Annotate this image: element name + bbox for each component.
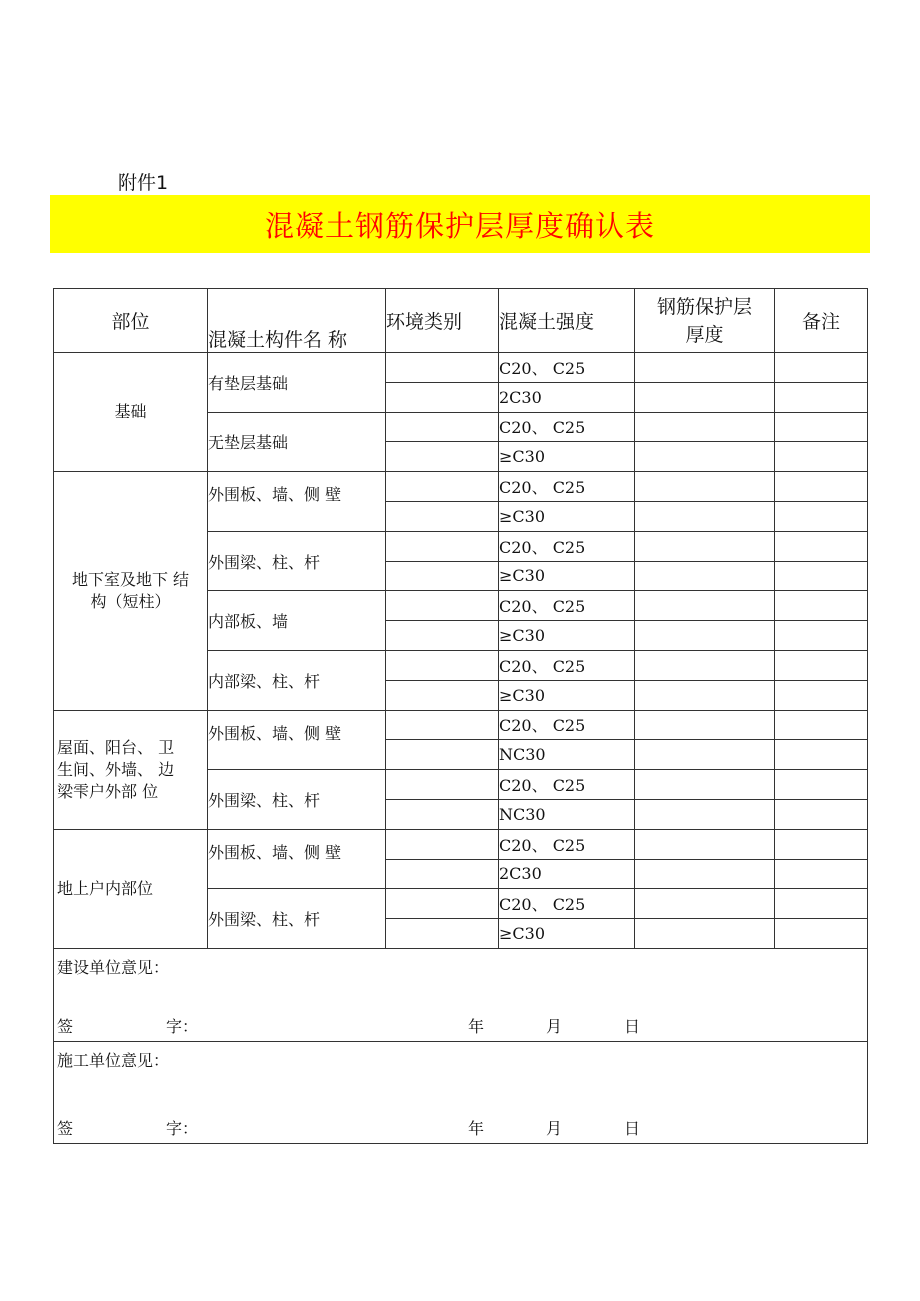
remarks-cell[interactable] [775, 859, 868, 889]
owner-year-label: 年 [468, 1016, 485, 1036]
environment-cell[interactable] [386, 770, 499, 800]
strength-cell: ≥C30 [499, 621, 635, 651]
strength-cell: C20、 C25 [499, 353, 635, 383]
remarks-cell[interactable] [775, 442, 868, 472]
thickness-cell[interactable] [635, 740, 775, 770]
thickness-cell[interactable] [635, 591, 775, 621]
thickness-cell[interactable] [635, 919, 775, 949]
remarks-cell[interactable] [775, 353, 868, 383]
part-line: 屋面、阳台、 卫 [57, 737, 175, 757]
confirmation-table [53, 288, 868, 1144]
thickness-cell[interactable] [635, 650, 775, 680]
strength-cell: C20、 C25 [499, 650, 635, 680]
part-line: 生间、外墙、 边 [57, 759, 175, 779]
strength-cell: ≥C30 [499, 919, 635, 949]
thickness-cell[interactable] [635, 829, 775, 859]
remarks-cell[interactable] [775, 799, 868, 829]
component-cell: 外围板、墙、侧 壁 [208, 472, 386, 532]
component-cell: 外围梁、柱、杆 [208, 531, 386, 591]
environment-cell[interactable] [386, 382, 499, 412]
strength-cell: C20、 C25 [499, 412, 635, 442]
component-cell: 内部梁、柱、杆 [208, 650, 386, 710]
strength-cell: 2C30 [499, 382, 635, 412]
contractor-opinion-cell[interactable] [54, 1041, 868, 1143]
strength-cell: 2C30 [499, 859, 635, 889]
table-row [54, 353, 868, 383]
thickness-cell[interactable] [635, 561, 775, 591]
environment-cell[interactable] [386, 501, 499, 531]
component-cell: 外围梁、柱、杆 [208, 889, 386, 949]
thickness-cell[interactable] [635, 501, 775, 531]
component-cell: 无垫层基础 [208, 412, 386, 472]
part-line: 构（短柱） [90, 591, 171, 611]
contractor-opinion-label: 施工单位意见： [57, 1050, 170, 1070]
remarks-cell[interactable] [775, 889, 868, 919]
environment-cell[interactable] [386, 472, 499, 502]
strength-cell: ≥C30 [499, 442, 635, 472]
thickness-cell[interactable] [635, 859, 775, 889]
header-environment: 环境类别 [386, 289, 499, 353]
component-cell: 外围板、墙、侧 壁 [208, 829, 386, 889]
environment-cell[interactable] [386, 889, 499, 919]
header-strength: 混凝土强度 [499, 289, 635, 353]
component-cell: 外围板、墙、侧 壁 [208, 710, 386, 770]
environment-cell[interactable] [386, 621, 499, 651]
strength-cell: C20、 C25 [499, 591, 635, 621]
page-title: 混凝土钢筋保护层厚度确认表 [264, 208, 655, 243]
header-thickness-line1: 钢筋保护层 [656, 295, 752, 318]
thickness-cell[interactable] [635, 770, 775, 800]
remarks-cell[interactable] [775, 680, 868, 710]
strength-cell: NC30 [499, 740, 635, 770]
thickness-cell[interactable] [635, 680, 775, 710]
header-component: 混凝土构件名 称 [208, 289, 386, 353]
table-row [54, 710, 868, 740]
thickness-cell[interactable] [635, 621, 775, 651]
strength-cell: C20、 C25 [499, 531, 635, 561]
strength-cell: ≥C30 [499, 501, 635, 531]
strength-cell: ≥C30 [499, 680, 635, 710]
environment-cell[interactable] [386, 353, 499, 383]
contractor-day-label: 日 [624, 1118, 641, 1138]
contractor-sign-label-zi: 字： [166, 1118, 199, 1138]
strength-cell: NC30 [499, 799, 635, 829]
owner-opinion-label: 建设单位意见： [57, 957, 170, 977]
component-cell: 外围梁、柱、杆 [208, 770, 386, 830]
thickness-cell[interactable] [635, 531, 775, 561]
header-part: 部位 [54, 289, 208, 353]
strength-cell: ≥C30 [499, 561, 635, 591]
environment-cell[interactable] [386, 740, 499, 770]
environment-cell[interactable] [386, 680, 499, 710]
header-remarks: 备注 [775, 289, 868, 353]
strength-cell: C20、 C25 [499, 770, 635, 800]
part-cell [54, 472, 208, 710]
environment-cell[interactable] [386, 650, 499, 680]
remarks-cell[interactable] [775, 770, 868, 800]
part-cell [54, 710, 208, 829]
environment-cell[interactable] [386, 442, 499, 472]
owner-sign-label-zi: 字： [166, 1016, 199, 1036]
environment-cell[interactable] [386, 710, 499, 740]
owner-month-label: 月 [546, 1016, 563, 1036]
owner-sign-label: 签 [57, 1016, 74, 1036]
environment-cell[interactable] [386, 531, 499, 561]
component-cell: 有垫层基础 [208, 353, 386, 413]
thickness-cell[interactable] [635, 353, 775, 383]
thickness-cell[interactable] [635, 799, 775, 829]
strength-cell: C20、 C25 [499, 829, 635, 859]
contractor-sign-label: 签 [57, 1118, 74, 1138]
strength-cell: C20、 C25 [499, 710, 635, 740]
remarks-cell[interactable] [775, 650, 868, 680]
environment-cell[interactable] [386, 561, 499, 591]
thickness-cell[interactable] [635, 472, 775, 502]
remarks-cell[interactable] [775, 919, 868, 949]
part-cell: 地上户内部位 [54, 829, 208, 948]
remarks-cell[interactable] [775, 382, 868, 412]
attachment-label: 附件1 [118, 172, 169, 194]
remarks-cell[interactable] [775, 591, 868, 621]
part-cell: 基础 [54, 353, 208, 472]
environment-cell[interactable] [386, 859, 499, 889]
thickness-cell[interactable] [635, 382, 775, 412]
strength-cell: C20、 C25 [499, 472, 635, 502]
remarks-cell[interactable] [775, 531, 868, 561]
table-row [54, 472, 868, 502]
remarks-cell[interactable] [775, 740, 868, 770]
component-cell: 内部板、墙 [208, 591, 386, 651]
thickness-cell[interactable] [635, 412, 775, 442]
strength-cell: C20、 C25 [499, 889, 635, 919]
header-thickness [635, 289, 775, 353]
environment-cell[interactable] [386, 591, 499, 621]
contractor-opinion-row [54, 1041, 868, 1143]
remarks-cell[interactable] [775, 561, 868, 591]
construction-owner-opinion-row [54, 948, 868, 1041]
remarks-cell[interactable] [775, 621, 868, 651]
owner-day-label: 日 [624, 1016, 641, 1036]
thickness-cell[interactable] [635, 889, 775, 919]
environment-cell[interactable] [386, 919, 499, 949]
owner-opinion-cell[interactable] [54, 948, 868, 1041]
header-thickness-line2: 厚度 [685, 323, 724, 346]
remarks-cell[interactable] [775, 710, 868, 740]
environment-cell[interactable] [386, 412, 499, 442]
remarks-cell[interactable] [775, 501, 868, 531]
part-line: 梁雫户外部 位 [57, 781, 159, 801]
part-line: 地下室及地下 结 [71, 569, 190, 589]
contractor-month-label: 月 [546, 1118, 563, 1138]
environment-cell[interactable] [386, 829, 499, 859]
remarks-cell[interactable] [775, 412, 868, 442]
thickness-cell[interactable] [635, 442, 775, 472]
table-row [54, 829, 868, 859]
environment-cell[interactable] [386, 799, 499, 829]
title-banner [50, 195, 870, 253]
thickness-cell[interactable] [635, 710, 775, 740]
remarks-cell[interactable] [775, 829, 868, 859]
header-row [54, 289, 868, 353]
remarks-cell[interactable] [775, 472, 868, 502]
contractor-year-label: 年 [468, 1118, 485, 1138]
